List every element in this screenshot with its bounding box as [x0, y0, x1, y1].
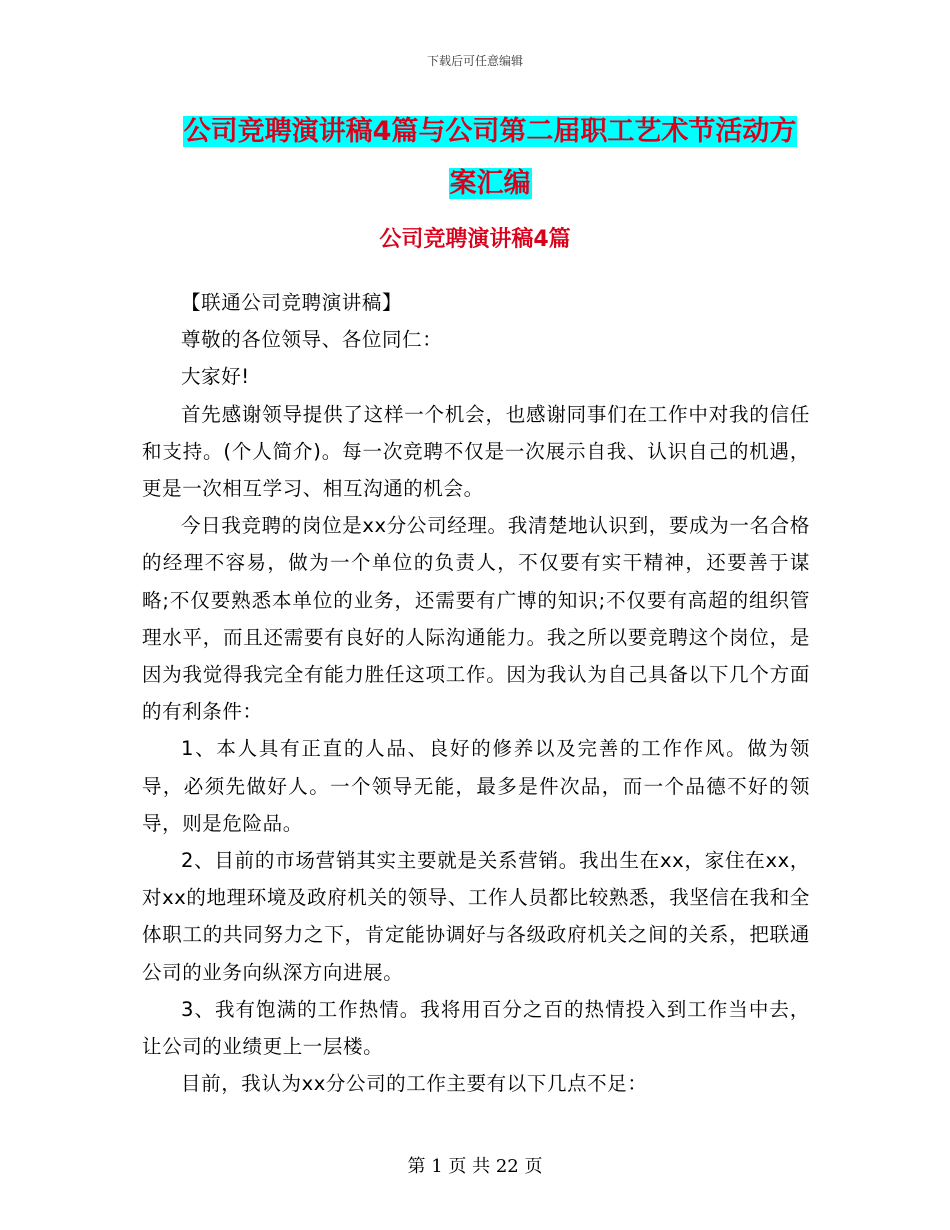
paragraph: 目前，我认为xx分公司的工作主要有以下几点不足： — [181, 1072, 648, 1096]
paragraph: 首先感谢领导提供了这样一个机会，也感谢同事们在工作中对我的信任和支持。(个人简介)。每一次竞聘不仅是一次展示自我、认识自己的机遇，更是一次相互学习、相互沟通的机会。 — [142, 402, 810, 501]
page-number-footer: 第 1 页 共 22 页 — [407, 1156, 543, 1177]
paragraph: 3、我有饱满的工作热情。我将用百分之百的热情投入到工作当中去，让公司的业绩更上一层楼。 — [142, 997, 810, 1059]
section-title: 公司竞聘演讲稿4篇 — [379, 227, 571, 252]
page-header-note: 下载后可任意编辑 — [426, 54, 523, 68]
paragraph: 1、本人具有正直的人品、良好的修养以及完善的工作作风。做为领导，必须先做好人。一个领导无能，最多是件次品，而一个品德不好的领导，则是危险品。 — [142, 737, 810, 835]
paragraph: 2、目前的市场营销其实主要就是关系营销。我出生在xx，家住在xx，对xx的地理环境及政府机关的领导、工作人员都比较熟悉，我坚信在我和全体职工的共同努力之下，肯定能协调好与各级政府机关之间的关系，把联通公司的业务向纵深方向进展。 — [142, 849, 810, 984]
paragraph: 今日我竞聘的岗位是xx分公司经理。我清楚地认识到，要成为一名合格的经理不容易，做为一个单位的负责人，不仅要有实干精神，还要善于谋略;不仅要熟悉本单位的业务，还需要有广博的知识;不仅要有高超的组织管理水平，而且还需要有良好的人际沟通能力。我之所以要竞聘这个岗位，是因为我觉得我完全有能力胜任这项工作。因为我认为自己具备以下几个方面的有利条件： — [142, 514, 810, 724]
document-title-line2: 案汇编 — [449, 168, 531, 199]
paragraph: 大家好! — [181, 365, 250, 389]
paragraph: 【联通公司竞聘演讲稿】 — [181, 291, 403, 314]
document-title-line1: 公司竞聘演讲稿4篇与公司第二届职工艺术节活动方 — [183, 116, 797, 147]
paragraph: 尊敬的各位领导、各位同仁： — [181, 328, 443, 352]
document-title — [140, 106, 840, 210]
document-body — [142, 284, 810, 1102]
